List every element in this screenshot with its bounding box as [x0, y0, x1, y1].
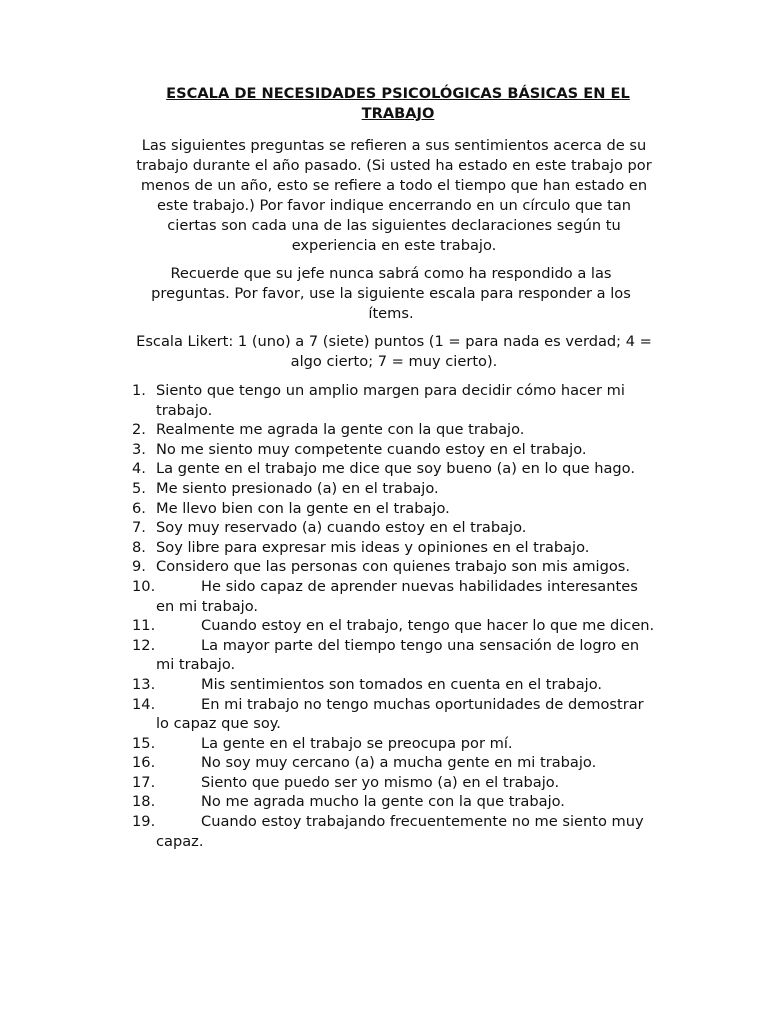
item-text: En mi trabajo no tengo muchas oportunidades de demostrar lo capaz que soy.: [156, 695, 644, 733]
item-number: 4.: [132, 460, 146, 478]
item-text: Siento que puedo ser yo mismo (a) en el trabajo.: [201, 773, 560, 791]
item-text: Me llevo bien con la gente en el trabajo.: [156, 499, 450, 517]
item-number: 10.: [132, 577, 156, 595]
intro-paragraph: Las siguientes preguntas se refieren a sus sentimientos acerca de su trabajo durante el año pasado. (Si usted ha estado en este trabajo por menos de un año, esto se refiere a todo el tiempo que han estado en este trabajo.) Por favor indique encerrando en un círculo que tan ciertas son cada una de las siguientes declaraciones según tu experiencia en este trabajo.: [136, 137, 652, 254]
item-number: 7.: [132, 519, 146, 537]
item-text: La mayor parte del tiempo tengo una sensación de logro en mi trabajo.: [156, 636, 640, 674]
list-item: [132, 675, 656, 695]
item-number: 8.: [132, 538, 146, 556]
item-number: 6.: [132, 499, 146, 517]
list-item: [132, 538, 656, 558]
list-item: [132, 420, 656, 440]
item-text: Cuando estoy en el trabajo, tengo que hacer lo que me dicen.: [201, 617, 655, 635]
item-text: He sido capaz de aprender nuevas habilidades interesantes en mi trabajo.: [156, 577, 638, 615]
item-text: No soy muy cercano (a) a mucha gente en mi trabajo.: [201, 754, 597, 772]
item-text: Soy muy reservado (a) cuando estoy en el trabajo.: [156, 519, 527, 537]
item-number: 1.: [132, 382, 146, 399]
item-number: 17.: [132, 773, 156, 791]
item-text: Realmente me agrada la gente con la que trabajo.: [156, 421, 525, 439]
list-item: [132, 518, 656, 538]
item-text: Cuando estoy trabajando frecuentemente no me siento muy capaz.: [156, 813, 644, 850]
item-number: 15.: [132, 734, 156, 752]
list-item: [132, 381, 656, 420]
list-item: [132, 792, 656, 812]
item-number: 14.: [132, 695, 156, 713]
list-item: [132, 479, 656, 499]
list-item: [132, 577, 656, 616]
item-number: 19.: [132, 813, 156, 831]
list-item: [132, 499, 656, 519]
item-number: 11.: [132, 617, 156, 635]
list-item: [132, 695, 656, 734]
list-item: [132, 773, 656, 793]
item-number: 2.: [132, 421, 146, 439]
item-text: No me agrada mucho la gente con la que trabajo.: [201, 793, 565, 811]
item-text: La gente en el trabajo me dice que soy bueno (a) en lo que hago.: [156, 460, 635, 478]
item-text: Soy libre para expresar mis ideas y opiniones en el trabajo.: [156, 538, 590, 556]
item-text: Considero que las personas con quienes trabajo son mis amigos.: [156, 558, 631, 576]
list-item: [132, 636, 656, 675]
scale-paragraph: Escala Likert: 1 (uno) a 7 (siete) puntos (1 = para nada es verdad; 4 = algo cierto; 7 = muy cierto).: [136, 333, 652, 370]
item-number: 18.: [132, 793, 156, 811]
item-number: 5.: [132, 479, 146, 497]
item-number: 13.: [132, 675, 156, 693]
item-text: No me siento muy competente cuando estoy en el trabajo.: [156, 440, 587, 458]
document-title: ESCALA DE NECESIDADES PSICOLÓGICAS BÁSICAS EN EL TRABAJO: [166, 85, 630, 122]
list-item: [132, 440, 656, 460]
item-text: La gente en el trabajo se preocupa por mí.: [201, 734, 513, 752]
list-item: [132, 812, 656, 851]
item-number: 12.: [132, 636, 156, 654]
item-text: Mis sentimientos son tomados en cuenta en el trabajo.: [201, 675, 603, 693]
list-item: [132, 753, 656, 773]
item-text: Siento que tengo un amplio margen para decidir cómo hacer mi trabajo.: [156, 382, 625, 419]
item-number: 16.: [132, 754, 156, 772]
items-list: [132, 381, 656, 851]
list-item: [132, 557, 656, 577]
list-item: [132, 459, 656, 479]
item-number: 3.: [132, 440, 146, 458]
item-number: 9.: [132, 558, 146, 576]
reminder-paragraph: Recuerde que su jefe nunca sabrá como ha respondido a las preguntas. Por favor, use la siguiente escala para responder a los ítems.: [151, 265, 631, 322]
list-item: [132, 734, 656, 754]
list-item: [132, 616, 656, 636]
item-text: Me siento presionado (a) en el trabajo.: [156, 479, 439, 497]
